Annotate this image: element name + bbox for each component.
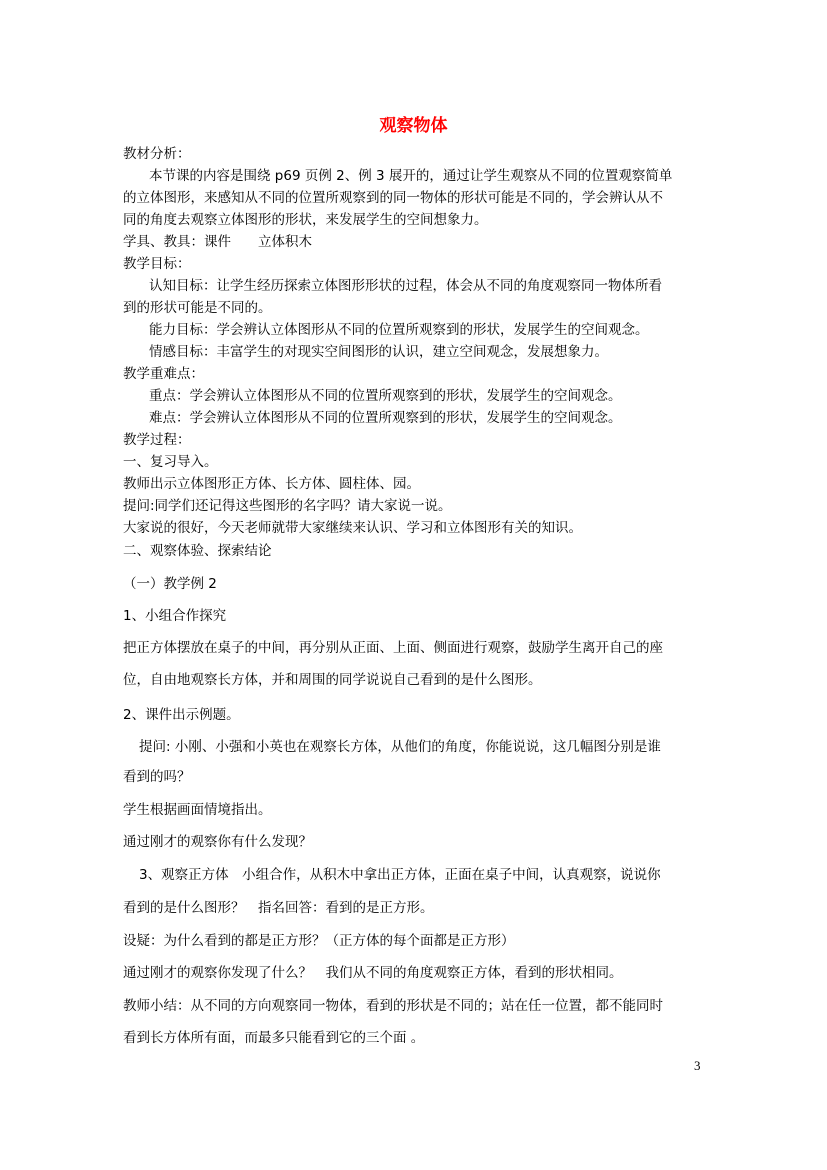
text-line: 教师出示立体图形正方体、长方体、圆柱体、园。 (123, 476, 420, 492)
text-line: 看到的是什么图形？ 指名回答：看到的是正方形。 (123, 900, 434, 916)
text-line: 教学目标： (123, 256, 191, 272)
text-line: 能力目标：学会辨认立体图形从不同的位置所观察到的形状，发展学生的空间观念。 (149, 322, 649, 338)
text-line: 教学重难点： (123, 366, 204, 382)
text-line: （一）教学例 2 (123, 576, 217, 592)
text-line: 学生根据画面情境指出。 (123, 802, 272, 818)
text-line: 难点：学会辨认立体图形从不同的位置所观察到的形状，发展学生的空间观念。 (149, 410, 622, 426)
text-line: 教学过程： (123, 432, 191, 448)
text-line: 同的角度去观察立体图形的形状，来发展学生的空间想象力。 (123, 212, 488, 228)
text-line: 提问: 小刚、小强和小英也在观察长方体，从他们的角度，你能说说，这几幅图分别是谁 (139, 739, 661, 755)
page-number: 3 (694, 1058, 701, 1073)
text-line: 重点：学会辨认立体图形从不同的位置所观察到的形状，发展学生的空间观念。 (149, 388, 622, 404)
text-line: 教材分析： (123, 146, 191, 162)
text-line: 学具、教具：课件 立体积木 (123, 234, 312, 250)
text-line: 通过刚才的观察你有什么发现？ (123, 834, 312, 850)
text-line: 情感目标：丰富学生的对现实空间图形的认识，建立空间观念，发展想象力。 (149, 344, 608, 360)
text-line: 看到长方体所有面，而最多只能看到它的三个面 。 (123, 1030, 425, 1046)
text-line: 提问:同学们还记得这些图形的名字吗？请大家说一说。 (123, 498, 452, 514)
text-line: 2、课件出示例题。 (123, 707, 240, 723)
document-title: 观察物体 (379, 116, 448, 136)
text-line: 大家说的很好，今天老师就带大家继续来认识、学习和立体图形有关的知识。 (123, 520, 582, 536)
text-line: 一、复习导入。 (123, 454, 218, 470)
text-line: 本节课的内容是围绕 p69 页例 2、例 3 展开的，通过让学生观察从不同的位置观察简单 (149, 168, 673, 184)
text-line: 到的形状可能是不同的。 (123, 300, 272, 316)
text-line: 把正方体摆放在桌子的中间，再分别从正面、上面、侧面进行观察，鼓励学生离开自己的座 (123, 640, 663, 656)
text-line: 的立体图形，来感知从不同的位置所观察到的同一物体的形状可能是不同的，学会辨认从不 (123, 190, 663, 206)
text-line: 3、观察正方体 小组合作，从积木中拿出正方体，正面在桌子中间，认真观察，说说你 (139, 867, 661, 883)
text-line: 认知目标：让学生经历探索立体图形形状的过程，体会从不同的角度观察同一物体所看 (149, 278, 662, 294)
text-line: 看到的吗？ (123, 769, 191, 785)
text-line: 通过刚才的观察你发现了什么？ 我们从不同的角度观察正方体，看到的形状相同。 (123, 965, 623, 981)
text-line: 设疑：为什么看到的都是正方形？（正方体的每个面都是正方形） (123, 933, 515, 949)
text-line: 位，自由地观察长方体，并和周围的同学说说自己看到的是什么图形。 (123, 672, 542, 688)
text-line: 教师小结：从不同的方向观察同一物体，看到的形状是不同的；站在任一位置，都不能同时 (123, 998, 663, 1014)
text-line: 二、观察体验、探索结论 (123, 543, 272, 559)
text-line: 1、小组合作探究 (123, 608, 227, 624)
